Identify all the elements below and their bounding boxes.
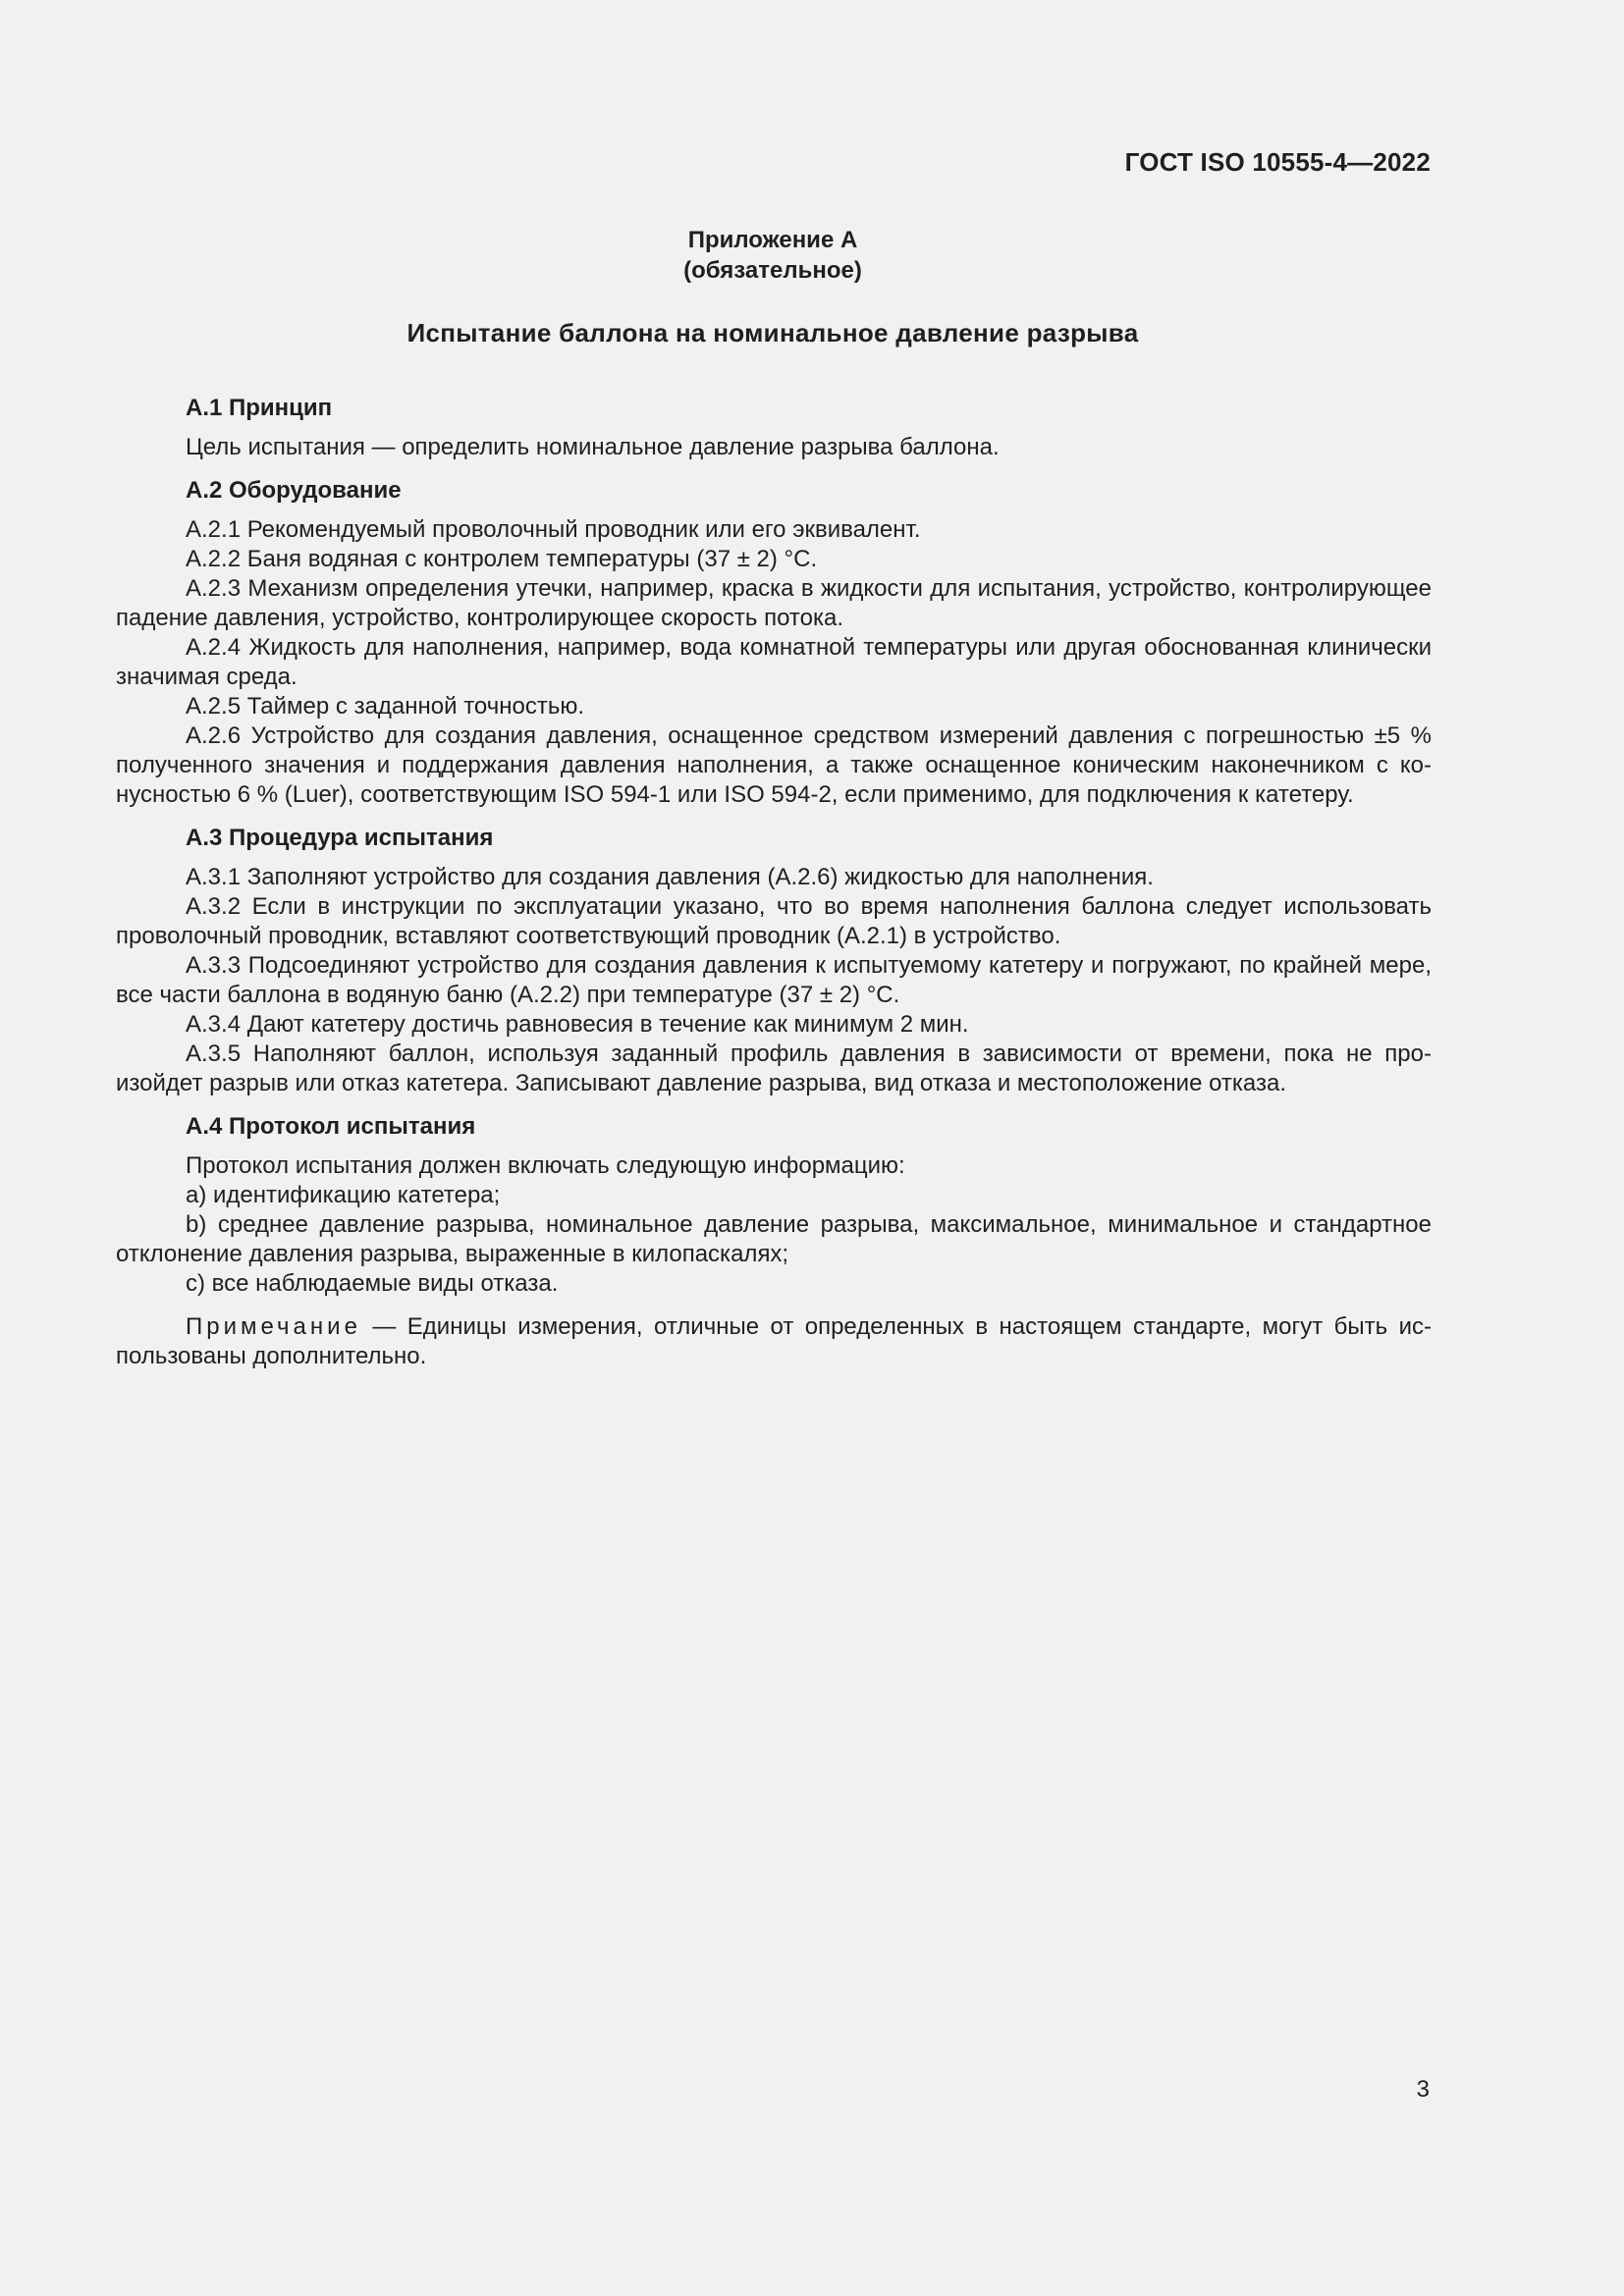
- clause-a3-4: А.3.4 Дают катетеру достичь равновесия в течение как минимум 2 мин.: [186, 1011, 969, 1038]
- list-item-b: b) среднее давление разрыва, номинальное давление разрыва, максимальное, минимальное и стандартное отклонение давления разрыва, выраженные в килопаскалях;: [116, 1211, 1432, 1267]
- clause-a2-3: А.2.3 Механизм определения утечки, например, краска в жидкости для испытания, устройство, контролирующее падение давления, устройство, контролирующее скорость потока.: [116, 575, 1432, 631]
- clause-a3-3: А.3.3 Подсоединяют устройство для создания давления к испытуемому катетеру и погружают, по крайней мере, все части баллона в водяную баню (А.2.2) при температуре (37 ± 2) °С.: [116, 952, 1432, 1008]
- note-text: — Единицы измерения, отличные от определенных в настоящем стандарте, могут быть использованы дополнительно.: [116, 1313, 1432, 1369]
- section-a4-intro: Протокол испытания должен включать следующую информацию:: [186, 1152, 905, 1179]
- section-heading-a2: А.2 Оборудование: [186, 477, 402, 504]
- section-a1-text: Цель испытания — определить номинальное давление разрыва баллона.: [186, 434, 1000, 460]
- clause-a3-2: А.3.2 Если в инструкции по эксплуатации указано, что во время наполнения баллона следует использовать проволочный проводник, вставляют соответствующий проводник (А.2.1) в устройство.: [116, 893, 1432, 949]
- note-label: Примечание: [186, 1313, 361, 1340]
- clause-a3-5: А.3.5 Наполняют баллон, используя заданный профиль давления в зависимости от времени, пока не произойдет разрыв или отказ катетера. Записывают давление разрыва, вид отказа и местоположение отказа.: [116, 1041, 1432, 1096]
- annex-title: Испытание баллона на номинальное давление разрыва: [406, 318, 1139, 347]
- section-heading-a3: А.3 Процедура испытания: [186, 825, 494, 851]
- annex-label: Приложение А: [687, 227, 858, 253]
- clause-a2-6: А.2.6 Устройство для создания давления, оснащенное средством измерений давления с погрешностью ±5 % полученного значения и поддержания давления наполнения, а также оснащенное коническим наконечником с конусностью 6 % (Luer), соответствующим ISO 594-1 или ISO 594-2, если применимо, для подключения к катетеру.: [116, 722, 1432, 808]
- annex-heading: [0, 225, 1545, 286]
- section-heading-a1: А.1 Принцип: [186, 395, 333, 421]
- clause-a2-1: А.2.1 Рекомендуемый проволочный проводник или его эквивалент.: [186, 516, 921, 543]
- page-number: 3: [1416, 2076, 1430, 2103]
- document-standard-header: ГОСТ ISO 10555-4—2022: [1124, 147, 1431, 177]
- list-item-c: c) все наблюдаемые виды отказа.: [186, 1270, 559, 1297]
- section-heading-a4: А.4 Протокол испытания: [186, 1113, 476, 1140]
- annex-status: (обязательное): [683, 257, 862, 284]
- list-item-a: a) идентификацию катетера;: [186, 1182, 501, 1208]
- document-body: [116, 394, 1432, 1371]
- clause-a2-2: А.2.2 Баня водяная с контролем температуры (37 ± 2) °С.: [186, 546, 818, 572]
- clause-a3-1: А.3.1 Заполняют устройство для создания давления (А.2.6) жидкостью для наполнения.: [186, 864, 1154, 890]
- note: [116, 1312, 1432, 1371]
- clause-a2-4: А.2.4 Жидкость для наполнения, например, вода комнатной температуры или другая обоснованная клинически значимая среда.: [116, 634, 1432, 690]
- clause-a2-5: А.2.5 Таймер с заданной точностью.: [186, 693, 585, 720]
